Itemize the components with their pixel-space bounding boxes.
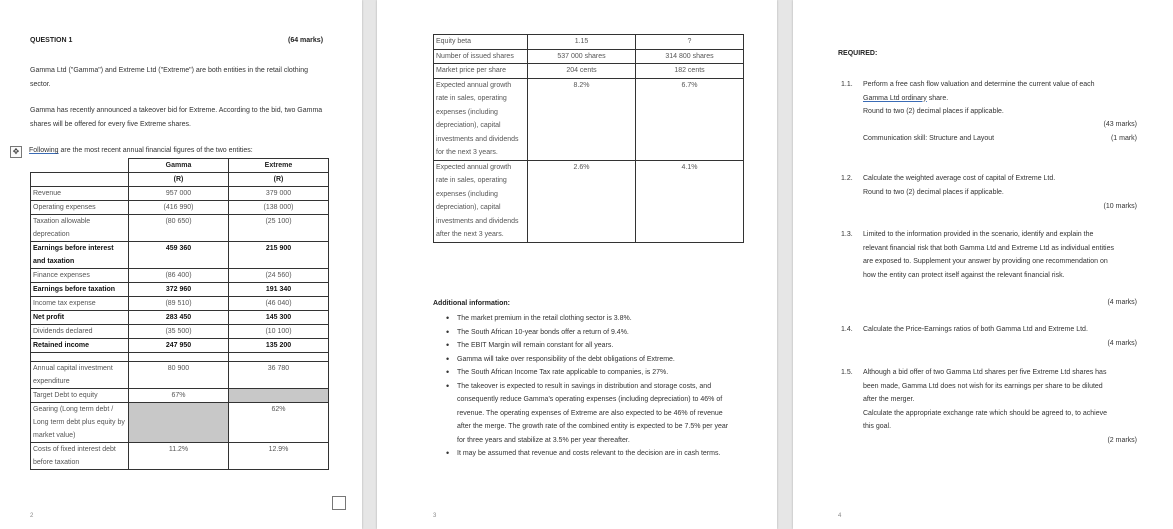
question-1-3 xyxy=(841,228,1137,306)
extreme-value: 135 200 xyxy=(229,339,329,353)
rounding-note: Round to two (2) decimal places if applicable. xyxy=(863,108,1004,115)
question-marks: (64 marks) xyxy=(288,37,324,44)
row-label: Costs of fixed interest debt before taxation xyxy=(31,443,129,470)
table-row xyxy=(31,362,329,389)
table-row xyxy=(31,403,329,443)
table-spacer-row xyxy=(31,353,329,362)
row-label: Retained income xyxy=(31,339,129,353)
extreme-value: 12.9% xyxy=(229,443,329,470)
additional-info-heading: Additional information: xyxy=(433,300,510,307)
extreme-value: 182 cents xyxy=(636,64,744,79)
row-label: Operating expenses xyxy=(31,201,129,215)
question-text: Calculate the Price-Earnings ratios of both Gamma Ltd and Extreme Ltd. xyxy=(863,326,1088,333)
question-marks: (43 marks) xyxy=(1103,121,1137,128)
question-1-5 xyxy=(841,366,1137,450)
table-row xyxy=(434,160,744,242)
extreme-value: 215 900 xyxy=(229,242,329,269)
additional-info-list xyxy=(433,312,733,461)
list-item: • It may be assumed that revenue and costs relevant to the decision are in cash terms. xyxy=(433,447,733,461)
table-move-handle-icon[interactable]: ✥ xyxy=(10,146,22,158)
currency-extreme: (R) xyxy=(229,173,329,187)
question-text-end: share. xyxy=(926,94,949,102)
extreme-value: 145 300 xyxy=(229,311,329,325)
row-label: Finance expenses xyxy=(31,269,129,283)
list-item: • The South African Income Tax rate applicable to companies, is 27%. xyxy=(433,366,733,380)
question-number: 1.1. xyxy=(841,81,853,88)
row-label: Number of issued shares xyxy=(434,49,528,64)
row-label: Net profit xyxy=(31,311,129,325)
extreme-value: 191 340 xyxy=(229,283,329,297)
table-row xyxy=(31,201,329,215)
row-label: Annual capital investment expenditure xyxy=(31,362,129,389)
row-label: Earnings before taxation xyxy=(31,283,129,297)
row-label: Income tax expense xyxy=(31,297,129,311)
comparison-rows xyxy=(434,35,744,243)
table-currency-row xyxy=(31,173,329,187)
required-heading: REQUIRED: xyxy=(838,50,878,57)
financial-rows xyxy=(31,187,329,353)
question-marks: (4 marks) xyxy=(1107,340,1137,347)
gamma-value: 283 450 xyxy=(129,311,229,325)
extreme-value: ? xyxy=(636,35,744,50)
communication-marks: (1 mark) xyxy=(1110,135,1137,142)
row-label: Earnings before interest and taxation xyxy=(31,242,129,269)
gamma-value: (35 500) xyxy=(129,325,229,339)
table-intro xyxy=(29,146,253,156)
row-label: Equity beta xyxy=(434,35,528,50)
table-row xyxy=(434,78,744,160)
intro-paragraph-1: Gamma Ltd ("Gamma") and Extreme Ltd ("Extreme") are both entities in the retail clothing sector. xyxy=(30,67,308,88)
question-text: Although a bid offer of two Gamma Ltd shares per five Extreme Ltd shares has been made, Gamma Ltd does not wish for its earnings per share to be diluted after the merger. xyxy=(863,369,1107,403)
other-rows xyxy=(31,362,329,470)
list-item: • Gamma will take over responsibility of the debt obligations of Extreme. xyxy=(433,353,733,367)
page-number: 4 xyxy=(838,513,842,519)
question-marks: (10 marks) xyxy=(1103,203,1137,210)
table-row xyxy=(31,389,329,403)
gamma-value: 372 960 xyxy=(129,283,229,297)
row-label: Target Debt to equity xyxy=(31,389,129,403)
question-number: 1.3. xyxy=(841,231,853,238)
question-marks: (4 marks) xyxy=(1107,299,1137,306)
question-number: 1.2. xyxy=(841,175,853,182)
question-1-4 xyxy=(841,323,1137,351)
currency-gamma: (R) xyxy=(129,173,229,187)
question-marks: (2 marks) xyxy=(1107,437,1137,444)
question-1-1 xyxy=(841,78,1137,148)
table-row xyxy=(31,269,329,283)
extreme-value: 36 780 xyxy=(229,362,329,389)
extreme-value: (24 560) xyxy=(229,269,329,283)
list-item: • The South African 10-year bonds offer a return of 9.4%. xyxy=(433,326,733,340)
table-row xyxy=(31,443,329,470)
table-row xyxy=(31,283,329,297)
page-number: 3 xyxy=(433,513,437,519)
extreme-value: 6.7% xyxy=(636,78,744,160)
question-text: Perform a free cash flow valuation and determine the current value of each xyxy=(863,81,1095,88)
gamma-value: 8.2% xyxy=(528,78,636,160)
question-1-2 xyxy=(841,172,1137,212)
row-label: Expected annual growth rate in sales, operating expenses (including depreciation), capital investments and dividends after the next 3 years. xyxy=(434,160,528,242)
table-row xyxy=(31,215,329,242)
gamma-value: 2.6% xyxy=(528,160,636,242)
gamma-value: 1.15 xyxy=(528,35,636,50)
page-3 xyxy=(377,0,777,529)
financial-figures-table xyxy=(30,158,329,470)
question-text: Calculate the weighted average cost of capital of Extreme Ltd. xyxy=(863,175,1056,182)
page-number: 2 xyxy=(30,513,34,519)
table-row xyxy=(31,325,329,339)
list-item: • The EBIT Margin will remain constant for all years. xyxy=(433,339,733,353)
table-row xyxy=(31,242,329,269)
following-word: Following xyxy=(29,147,59,154)
page-4 xyxy=(793,0,1173,529)
list-item: • The takeover is expected to result in savings in distribution and storage costs, and consequently reduce Gamma's operating expenses (including depreciation) to 46% of revenue. The operating expenses of Extreme are also expected to be 46% of revenue after the merge. The growth rate of the combined entity is expected to be 7.5% per year for three years and stabilize at 3.5% per year thereafter. xyxy=(433,380,733,448)
gamma-value: 247 950 xyxy=(129,339,229,353)
extreme-value: (25 100) xyxy=(229,215,329,242)
extreme-value: 4.1% xyxy=(636,160,744,242)
gamma-value: 957 000 xyxy=(129,187,229,201)
question-label: QUESTION 1 xyxy=(30,37,73,44)
communication-skill: Communication skill: Structure and Layout xyxy=(863,135,995,142)
extreme-value xyxy=(229,389,329,403)
question-number: 1.4. xyxy=(841,326,853,333)
row-label: Expected annual growth rate in sales, operating expenses (including depreciation), capital investments and dividends for the next 3 years. xyxy=(434,78,528,160)
extreme-value: 379 000 xyxy=(229,187,329,201)
following-rest: are the most recent annual financial figures of the two entities: xyxy=(58,147,253,154)
page-corner-box xyxy=(332,496,346,510)
row-label: Taxation allowable deprecation xyxy=(31,215,129,242)
gamma-value: (416 990) xyxy=(129,201,229,215)
row-label: Dividends declared xyxy=(31,325,129,339)
question-text-2: Calculate the appropriate exchange rate which should be agreed to, to achieve this goal. xyxy=(863,409,1107,430)
extreme-value: 62% xyxy=(229,403,329,443)
row-label: Market price per share xyxy=(434,64,528,79)
extreme-value: (138 000) xyxy=(229,201,329,215)
extreme-value: (46 040) xyxy=(229,297,329,311)
question-number: 1.5. xyxy=(841,369,853,376)
row-label: Gearing (Long term debt / Long term debt plus equity by market value) xyxy=(31,403,129,443)
gamma-value: 204 cents xyxy=(528,64,636,79)
gamma-value: 11.2% xyxy=(129,443,229,470)
rounding-note: Round to two (2) decimal places if applicable. xyxy=(863,188,1004,196)
table-row xyxy=(31,297,329,311)
gamma-value: (80 650) xyxy=(129,215,229,242)
row-label: Revenue xyxy=(31,187,129,201)
extreme-value: (10 100) xyxy=(229,325,329,339)
comparison-table xyxy=(433,34,744,243)
table-row xyxy=(434,35,744,50)
extreme-value: 314 800 shares xyxy=(636,49,744,64)
header-extreme: Extreme xyxy=(229,159,329,173)
question-text: Limited to the information provided in the scenario, identify and explain the relevant financial risk that both Gamma Ltd and Extreme Ltd as individual entities are exposed to. Supplement your answer by providing one recommendation on how the entity can protect itself against the relevant financial risk. xyxy=(863,231,1114,279)
gamma-value: 80 900 xyxy=(129,362,229,389)
gamma-value: (86 400) xyxy=(129,269,229,283)
gamma-shares-link: Gamma Ltd ordinary xyxy=(863,94,927,102)
table-row xyxy=(434,64,744,79)
gamma-value: 537 000 shares xyxy=(528,49,636,64)
table-row xyxy=(31,339,329,353)
table-row xyxy=(31,187,329,201)
table-header-row xyxy=(31,159,329,173)
table-row xyxy=(31,311,329,325)
intro-paragraph-2: Gamma has recently announced a takeover bid for Extreme. According to the bid, two Gamma shares will be offered for every five Extreme shares. xyxy=(30,107,323,128)
gamma-value: 459 360 xyxy=(129,242,229,269)
table-row xyxy=(434,49,744,64)
gamma-value: 67% xyxy=(129,389,229,403)
list-item: • The market premium in the retail clothing sector is 3.8%. xyxy=(433,312,733,326)
gamma-value: (89 510) xyxy=(129,297,229,311)
page-2 xyxy=(0,0,362,529)
gamma-value xyxy=(129,403,229,443)
header-gamma: Gamma xyxy=(129,159,229,173)
